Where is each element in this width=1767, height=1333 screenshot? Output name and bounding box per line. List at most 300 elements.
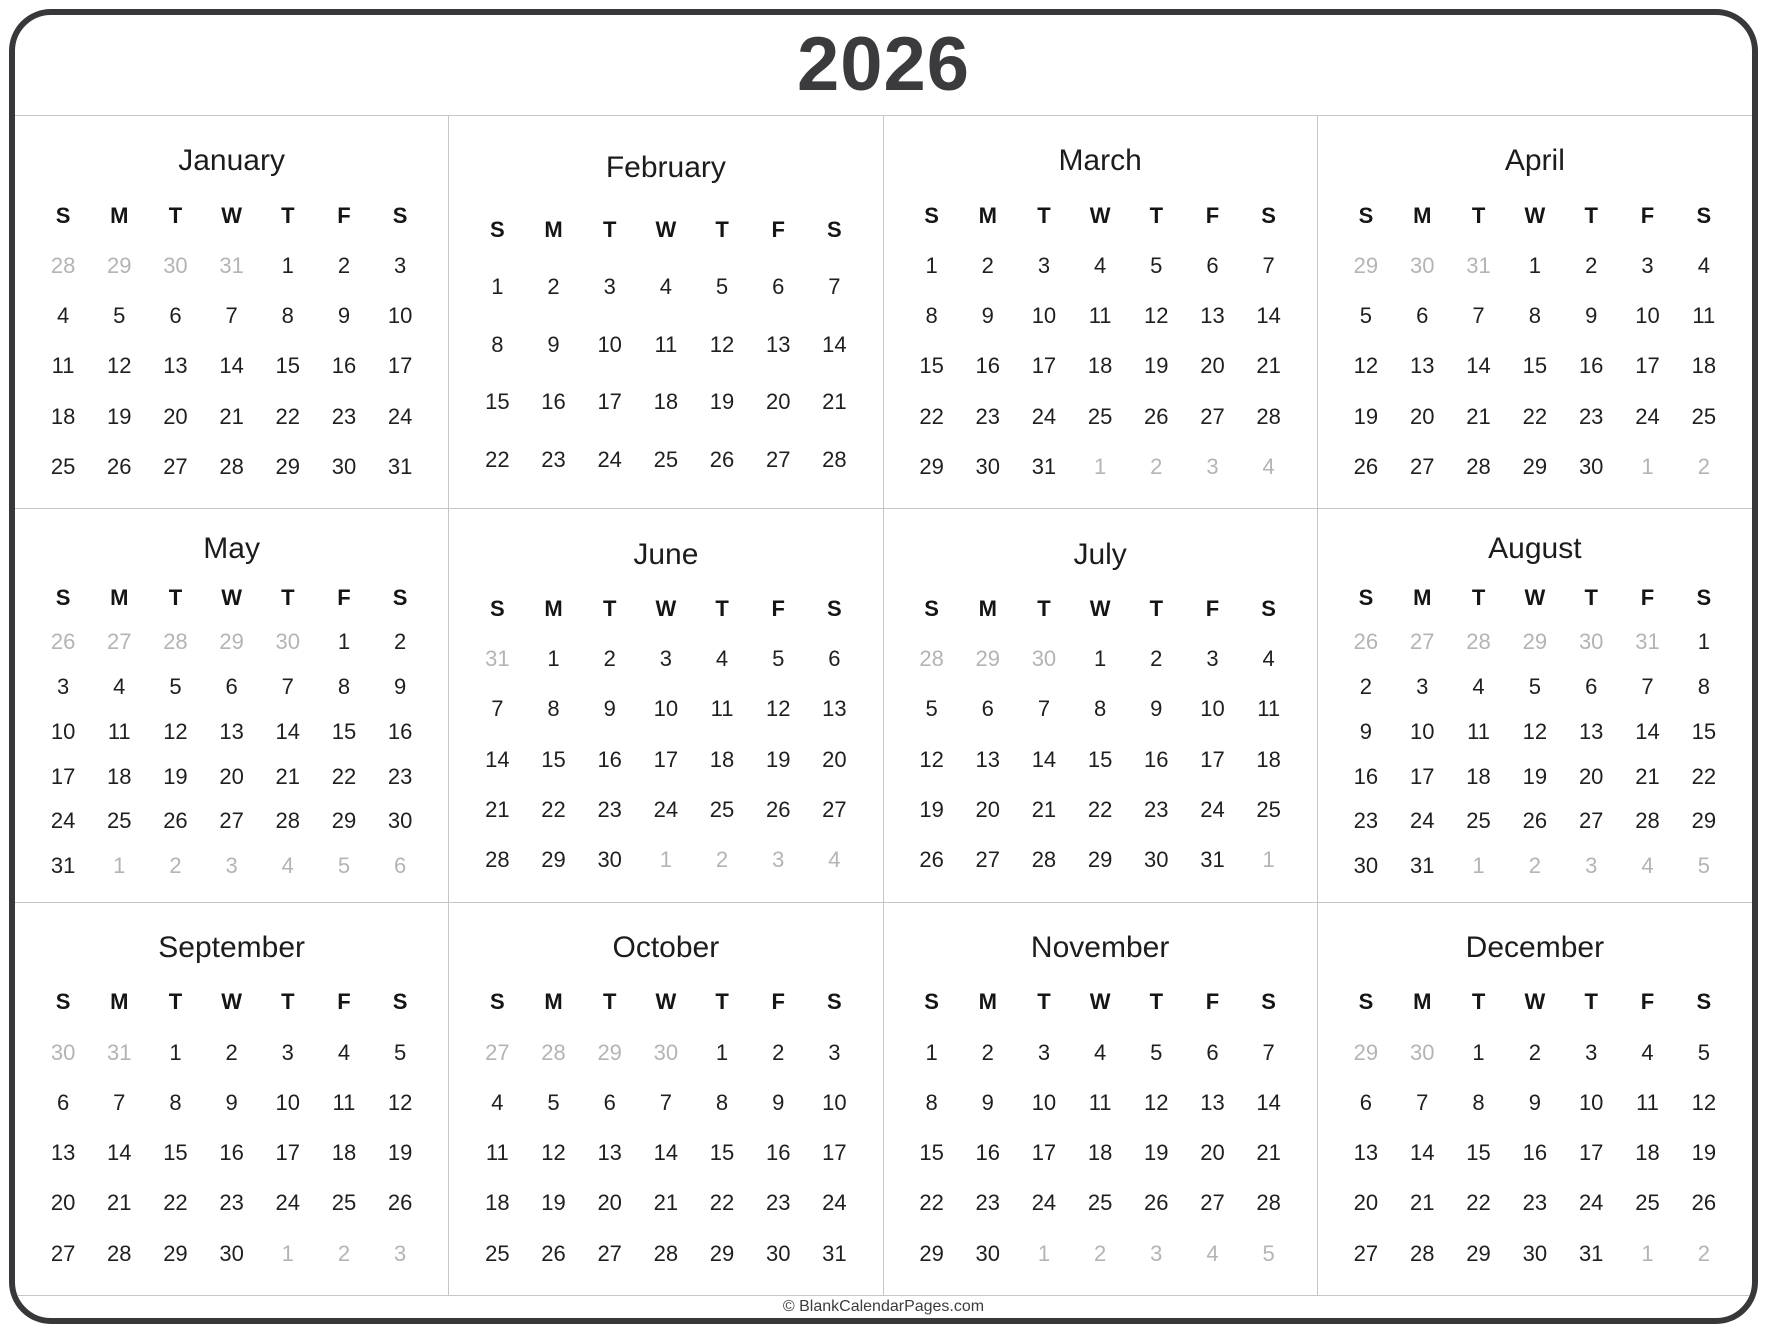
day-cell: 26: [709, 446, 735, 472]
month-panel-october: [449, 903, 883, 1296]
day-cell: 20: [822, 746, 847, 772]
month-title: July: [1073, 537, 1127, 571]
day-cell: 23: [1522, 1190, 1548, 1216]
day-cell: 28: [50, 252, 76, 278]
day-cell: 25: [709, 797, 735, 823]
weekday-label: M: [110, 989, 129, 1015]
day-cell: 2: [1150, 453, 1163, 479]
weekday-header: [31, 991, 432, 1013]
weekday-label: T: [281, 989, 295, 1015]
day-cell: 22: [1691, 763, 1717, 789]
weekday-label: F: [337, 202, 351, 228]
week-row: [1334, 453, 1736, 479]
day-cell: 18: [1635, 1140, 1660, 1166]
day-cell: 6: [1585, 674, 1598, 700]
day-cell: 21: [1635, 763, 1660, 789]
weekday-label: S: [1261, 989, 1276, 1015]
week-row: [465, 1240, 866, 1266]
day-cell: 22: [709, 1190, 735, 1216]
day-cell: 22: [541, 797, 566, 823]
day-cell: 26: [387, 1190, 413, 1216]
day-cell: 1: [715, 1039, 729, 1065]
day-cell: 12: [541, 1140, 566, 1166]
day-cell: 31: [1635, 629, 1660, 655]
day-cell: 6: [169, 303, 182, 329]
day-cell: 5: [1150, 1039, 1163, 1065]
day-cell: 9: [225, 1089, 238, 1115]
day-cell: 30: [50, 1039, 76, 1065]
weekday-label: T: [1037, 989, 1051, 1015]
week-row: [1334, 1039, 1736, 1065]
day-cell: 5: [1359, 303, 1373, 329]
day-cell: 29: [275, 453, 301, 479]
day-cell: 19: [1353, 403, 1379, 429]
year-header: [15, 15, 1752, 116]
day-cell: 31: [1200, 847, 1225, 873]
day-cell: 30: [765, 1240, 791, 1266]
day-cell: 18: [1087, 1140, 1113, 1166]
month-title: June: [633, 537, 699, 571]
day-cell: 19: [709, 389, 735, 415]
week-row: [900, 1089, 1301, 1115]
day-cell: 15: [331, 718, 357, 744]
week-row: [1334, 810, 1736, 832]
day-cell: 3: [1416, 674, 1429, 700]
day-cell: 27: [163, 453, 188, 479]
day-cell: 2: [981, 1039, 994, 1065]
day-cell: 22: [1466, 1190, 1491, 1216]
week-row: [1334, 1089, 1736, 1115]
day-cell: 11: [107, 718, 131, 744]
day-cell: 6: [1206, 252, 1219, 278]
weekday-label: T: [602, 216, 617, 242]
day-cell: 30: [331, 453, 357, 479]
week-row: [465, 1039, 866, 1065]
weekday-label: T: [715, 216, 729, 242]
week-row: [900, 849, 1301, 871]
day-cell: 14: [653, 1140, 679, 1166]
weekday-label: W: [1524, 202, 1546, 228]
day-cell: 23: [387, 763, 413, 789]
day-cell: 13: [975, 746, 1000, 772]
day-cell: 9: [603, 696, 616, 722]
day-cell: 5: [337, 852, 351, 878]
week-row: [31, 403, 432, 429]
week-row: [465, 276, 866, 298]
day-cell: 15: [163, 1140, 188, 1166]
day-cell: 29: [219, 629, 244, 655]
weekday-header: [1334, 202, 1736, 228]
day-cell: 6: [225, 674, 238, 700]
day-cell: 26: [1144, 1190, 1169, 1216]
day-cell: 4: [1697, 252, 1710, 278]
day-cell: 4: [828, 847, 841, 873]
weekday-label: S: [1358, 989, 1374, 1015]
day-cell: 2: [169, 852, 182, 878]
day-cell: 13: [765, 331, 791, 357]
day-cell: 13: [597, 1140, 622, 1166]
month-panel-november: [884, 903, 1318, 1296]
day-cell: 21: [485, 797, 510, 823]
day-cell: 18: [485, 1190, 510, 1216]
weekday-label: T: [1149, 202, 1164, 228]
day-cell: 20: [975, 797, 1000, 823]
day-cell: 5: [1697, 1039, 1710, 1065]
day-cell: 30: [1409, 252, 1435, 278]
day-cell: 31: [1409, 852, 1435, 878]
day-cell: 17: [50, 763, 76, 789]
day-cell: 3: [1585, 852, 1598, 878]
day-cell: 20: [163, 403, 188, 429]
day-cell: 7: [281, 674, 294, 700]
day-cell: 16: [1353, 763, 1379, 789]
day-cell: 29: [1353, 1039, 1379, 1065]
week-row: [900, 252, 1301, 278]
day-cell: 28: [822, 446, 847, 472]
day-cell: 12: [765, 696, 791, 722]
weekday-label: M: [1413, 202, 1432, 228]
day-cell: 23: [219, 1190, 244, 1216]
day-cell: 25: [1087, 403, 1113, 429]
day-cell: 15: [1466, 1140, 1491, 1166]
day-cell: 2: [1585, 252, 1598, 278]
month-title: November: [1030, 930, 1170, 964]
day-cell: 24: [50, 808, 76, 834]
day-cell: 26: [1353, 629, 1379, 655]
day-cell: 25: [331, 1190, 357, 1216]
day-cell: 20: [50, 1190, 76, 1216]
day-cell: 23: [975, 1190, 1000, 1216]
day-cell: 28: [219, 453, 244, 479]
day-cell: 2: [394, 629, 407, 655]
week-row: [900, 799, 1301, 821]
day-cell: 4: [1641, 1039, 1654, 1065]
month-panel-february: [449, 116, 883, 509]
day-cell: 21: [1256, 1140, 1281, 1166]
day-cell: 3: [394, 1240, 407, 1266]
day-cell: 30: [975, 1240, 1000, 1266]
day-cell: 24: [597, 446, 622, 472]
day-cell: 29: [163, 1240, 188, 1266]
weekday-label: S: [924, 595, 939, 621]
day-cell: 9: [1528, 1089, 1541, 1115]
footer-credit: © BlankCalendarPages.com: [782, 1298, 985, 1315]
day-cell: 3: [659, 646, 672, 672]
day-cell: 8: [715, 1089, 729, 1115]
day-cell: 5: [715, 274, 729, 300]
day-cell: 28: [1256, 1190, 1281, 1216]
day-cell: 3: [603, 274, 616, 300]
day-cell: 25: [653, 446, 679, 472]
day-cell: 4: [1093, 1039, 1107, 1065]
day-cell: 2: [772, 1039, 785, 1065]
weekday-label: S: [827, 595, 842, 621]
day-cell: 28: [541, 1039, 566, 1065]
week-row: [1334, 355, 1736, 377]
day-cell: 21: [1409, 1190, 1435, 1216]
day-cell: 18: [1087, 353, 1113, 379]
day-cell: 31: [1031, 453, 1057, 479]
day-cell: 3: [281, 1039, 294, 1065]
day-cell: 6: [394, 852, 407, 878]
weekday-header: [465, 216, 866, 242]
day-cell: 8: [281, 303, 294, 329]
day-cell: 19: [765, 746, 791, 772]
month-title: February: [605, 151, 726, 185]
day-cell: 8: [925, 303, 938, 329]
day-cell: 8: [1472, 1089, 1485, 1115]
day-cell: 2: [1697, 453, 1710, 479]
weekday-label: F: [1205, 595, 1220, 621]
day-cell: 27: [1409, 629, 1435, 655]
day-cell: 18: [1256, 746, 1281, 772]
day-cell: 31: [1466, 252, 1491, 278]
day-cell: 10: [822, 1089, 847, 1115]
week-row: [900, 355, 1301, 377]
weekday-label: S: [1696, 989, 1712, 1015]
day-cell: 6: [828, 646, 841, 672]
day-cell: 20: [1200, 1140, 1225, 1166]
week-row: [900, 746, 1301, 772]
day-cell: 30: [597, 847, 622, 873]
day-cell: 8: [1697, 674, 1710, 700]
day-cell: 30: [653, 1039, 679, 1065]
weekday-label: S: [1358, 584, 1374, 610]
weekday-label: M: [978, 202, 997, 228]
day-cell: 22: [1522, 403, 1548, 429]
weekday-label: T: [1037, 595, 1051, 621]
day-cell: 21: [1256, 353, 1281, 379]
weekday-label: M: [978, 595, 997, 621]
day-cell: 21: [1466, 403, 1491, 429]
day-cell: 10: [653, 696, 679, 722]
day-cell: 3: [1585, 1039, 1598, 1065]
month-panel-july: [884, 509, 1318, 902]
day-cell: 5: [113, 303, 126, 329]
day-cell: 28: [1256, 403, 1281, 429]
weekday-label: S: [924, 202, 939, 228]
weekday-label: S: [392, 584, 408, 610]
day-cell: 24: [1635, 403, 1660, 429]
day-cell: 1: [925, 252, 938, 278]
day-cell: 20: [219, 763, 244, 789]
day-cell: 12: [107, 353, 132, 379]
day-cell: 13: [1200, 1089, 1225, 1115]
day-cell: 27: [765, 446, 791, 472]
day-cell: 14: [1635, 718, 1660, 744]
week-row: [465, 799, 866, 821]
day-cell: 8: [337, 674, 351, 700]
month-title: October: [612, 930, 720, 964]
weekday-label: S: [924, 989, 939, 1015]
day-cell: 19: [919, 797, 944, 823]
weekday-label: T: [715, 595, 729, 621]
year-title: 2026: [796, 22, 971, 107]
day-cell: 14: [107, 1140, 132, 1166]
day-cell: 23: [1144, 797, 1169, 823]
day-cell: 28: [1466, 629, 1491, 655]
weekday-header: [900, 202, 1301, 228]
day-cell: 20: [597, 1190, 622, 1216]
weekday-label: M: [110, 584, 129, 610]
weekday-label: W: [1524, 584, 1546, 610]
day-cell: 12: [387, 1089, 413, 1115]
day-cell: 7: [113, 1089, 126, 1115]
day-cell: 6: [1206, 1039, 1219, 1065]
day-cell: 29: [597, 1039, 622, 1065]
day-cell: 2: [981, 252, 994, 278]
day-cell: 30: [1578, 629, 1604, 655]
day-cell: 12: [163, 718, 188, 744]
day-cell: 17: [387, 353, 413, 379]
day-cell: 28: [1409, 1240, 1435, 1266]
week-row: [465, 1192, 866, 1214]
day-cell: 27: [975, 847, 1000, 873]
day-cell: 18: [709, 746, 735, 772]
weekday-label: F: [1640, 584, 1655, 610]
day-cell: 25: [485, 1240, 510, 1266]
day-cell: 22: [1087, 797, 1113, 823]
weekday-label: T: [1149, 595, 1164, 621]
day-cell: 29: [919, 1240, 944, 1266]
day-cell: 14: [275, 718, 301, 744]
day-cell: 3: [828, 1039, 841, 1065]
day-cell: 26: [1353, 453, 1379, 479]
weekday-label: W: [1524, 989, 1546, 1015]
day-cell: 15: [1087, 746, 1113, 772]
day-cell: 23: [331, 403, 357, 429]
month-panel-march: [884, 116, 1318, 509]
day-cell: 17: [1031, 1140, 1057, 1166]
day-cell: 26: [107, 453, 132, 479]
weekday-header: [465, 991, 866, 1013]
weekday-header: [900, 595, 1301, 621]
month-title: January: [178, 144, 285, 178]
day-cell: 22: [485, 446, 510, 472]
day-cell: 2: [1093, 1240, 1107, 1266]
week-row: [31, 718, 432, 744]
day-cell: 9: [394, 674, 407, 700]
weekday-label: T: [1584, 989, 1598, 1015]
day-cell: 2: [715, 847, 729, 873]
week-row: [31, 852, 432, 878]
day-cell: 24: [1031, 403, 1057, 429]
day-cell: 10: [1200, 696, 1225, 722]
weekday-label: T: [168, 202, 183, 228]
weekday-label: F: [1640, 989, 1655, 1015]
weekday-label: W: [655, 595, 677, 621]
week-row: [900, 1240, 1301, 1266]
day-cell: 5: [394, 1039, 407, 1065]
weekday-label: T: [1037, 202, 1051, 228]
day-cell: 25: [1256, 797, 1281, 823]
day-cell: 13: [822, 696, 847, 722]
weekday-label: S: [827, 216, 842, 242]
day-cell: 30: [219, 1240, 244, 1266]
day-cell: 16: [331, 353, 357, 379]
week-row: [31, 1240, 432, 1266]
day-cell: 30: [1144, 847, 1169, 873]
day-cell: 3: [1206, 453, 1219, 479]
weekday-label: S: [392, 989, 408, 1015]
week-row: [465, 331, 866, 357]
day-cell: 20: [1409, 403, 1435, 429]
day-cell: 24: [387, 403, 413, 429]
weekday-label: T: [602, 989, 617, 1015]
week-row: [1334, 718, 1736, 744]
day-cell: 7: [1416, 1089, 1429, 1115]
weekday-label: F: [771, 216, 785, 242]
day-cell: 2: [1359, 674, 1373, 700]
day-cell: 1: [1528, 252, 1541, 278]
day-cell: 23: [597, 797, 622, 823]
week-row: [900, 1039, 1301, 1065]
day-cell: 19: [1144, 1140, 1169, 1166]
weekday-label: S: [489, 595, 505, 621]
day-cell: 31: [1578, 1240, 1604, 1266]
day-cell: 8: [1093, 696, 1107, 722]
weekday-label: T: [168, 584, 183, 610]
day-cell: 28: [1635, 808, 1660, 834]
day-cell: 30: [1353, 852, 1379, 878]
day-cell: 5: [772, 646, 785, 672]
month-title: September: [158, 930, 305, 964]
day-cell: 11: [485, 1140, 509, 1166]
day-cell: 1: [659, 847, 672, 873]
day-cell: 7: [1037, 696, 1051, 722]
day-cell: 11: [710, 696, 734, 722]
weekday-label: T: [715, 989, 729, 1015]
week-row: [465, 746, 866, 772]
month-title: December: [1465, 930, 1605, 964]
day-cell: 17: [1409, 763, 1435, 789]
weekday-label: S: [827, 989, 842, 1015]
day-cell: 13: [1353, 1140, 1379, 1166]
day-cell: 24: [653, 797, 679, 823]
day-cell: 23: [1578, 403, 1604, 429]
day-cell: 15: [275, 353, 301, 379]
day-cell: 1: [337, 629, 351, 655]
week-row: [31, 810, 432, 832]
day-cell: 14: [1031, 746, 1057, 772]
day-cell: 10: [1031, 303, 1057, 329]
weekday-label: W: [655, 216, 677, 242]
day-cell: 2: [337, 252, 351, 278]
day-cell: 2: [1697, 1240, 1710, 1266]
day-cell: 28: [653, 1240, 679, 1266]
day-cell: 2: [547, 274, 560, 300]
day-cell: 1: [925, 1039, 938, 1065]
day-cell: 31: [485, 646, 510, 672]
day-cell: 11: [332, 1089, 356, 1115]
week-row: [31, 1142, 432, 1164]
day-cell: 27: [1353, 1240, 1379, 1266]
day-cell: 15: [485, 389, 510, 415]
weekday-label: S: [1358, 202, 1374, 228]
day-cell: 23: [975, 403, 1000, 429]
month-title: August: [1488, 532, 1582, 566]
weekday-header: [465, 595, 866, 621]
day-cell: 3: [1206, 646, 1219, 672]
day-cell: 16: [1578, 353, 1604, 379]
day-cell: 3: [1150, 1240, 1163, 1266]
day-cell: 29: [1691, 808, 1717, 834]
day-cell: 7: [491, 696, 504, 722]
day-cell: 9: [1359, 718, 1373, 744]
day-cell: 2: [603, 646, 616, 672]
day-cell: 1: [1697, 629, 1710, 655]
day-cell: 9: [981, 303, 994, 329]
